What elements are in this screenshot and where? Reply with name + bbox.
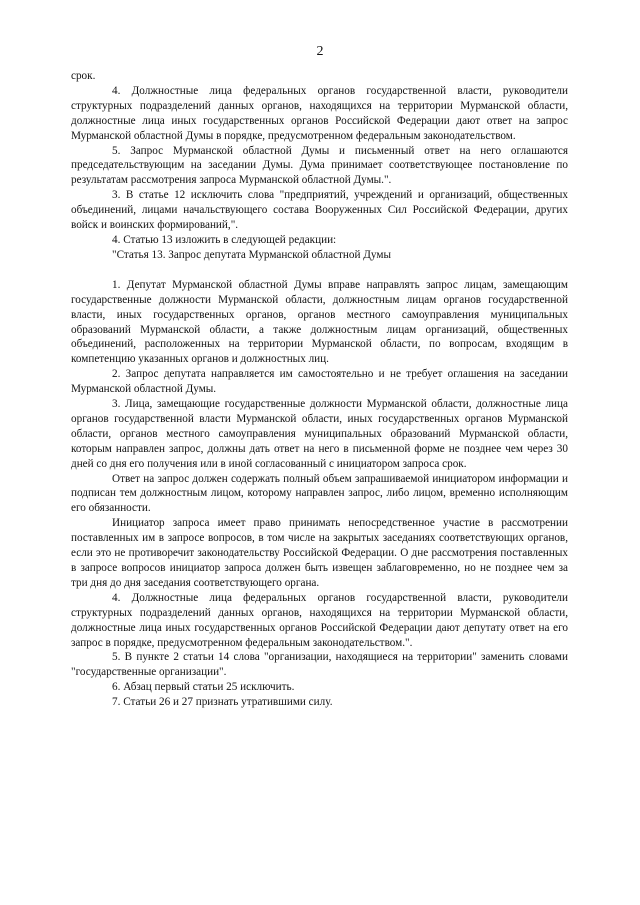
paragraph-article-13-item-1: 1. Депутат Мурманской областной Думы вправе направлять запрос лицам, замещающим государственные должности Мурманской области, должностным лицам органов государственной власти, иных государственных органов, органов местного самоуправления муниципальных образований Мурманской области, а также должностным лицам организаций, общественных объединений, расположенных на территории Мурманской области, по вопросам, входящим в компетенцию указанных органов и должностных лиц. [71, 278, 568, 366]
document-body [71, 69, 568, 710]
paragraph-amendment-3-article-12: 3. В статье 12 исключить слова "предприятий, учреждений и организаций, общественных объединений, лицами начальствующего состава Вооруженных Сил Российской Федерации, других войск и воинских формирований,". [71, 189, 568, 232]
paragraph-amendment-6-article-25: 6. Абзац первый статьи 25 исключить. [112, 681, 295, 694]
paragraph-item-5-duma-request: 5. Запрос Мурманской областной Думы и письменный ответ на него оглашаются председательствующим на заседании Думы. Дума принимает соответствующее постановление по результатам рассмотрения запроса Мурманской областной Думы.". [71, 144, 568, 187]
paragraph-continuation: срок. [71, 70, 96, 82]
paragraph-amendment-4-article-13: 4. Статью 13 изложить в следующей редакции: [112, 233, 337, 246]
paragraph-amendment-5-article-14: 5. В пункте 2 статьи 14 слова "организации, находящиеся на территории" заменить словами "государственные организации". [71, 651, 568, 679]
article-13-heading: "Статья 13. Запрос депутата Мурманской областной Думы [112, 248, 391, 261]
paragraph-initiator-rights: Инициатор запроса имеет право принимать непосредственное участие в рассмотрении поставленных им в запросе вопросов, в том числе на закрытых заседаниях соответствующих органов, если это не противоречит законодательству Российской Федерации. О дне рассмотрения поставленных в запросе вопросов инициатор запроса должен быть извещен заблаговременно, но не позднее чем за три дня до дня заседания соответствующего органа. [71, 517, 568, 589]
paragraph-answer-content: Ответ на запрос должен содержать полный объем запрашиваемой инициатором информации и подписан тем должностным лицом, которому направлен запрос, либо лицом, временно исполняющим его обязанности. [71, 472, 568, 515]
paragraph-article-13-item-2: 2. Запрос депутата направляется им самостоятельно и не требует оглашения на заседании Мурманской областной Думы. [71, 368, 568, 396]
page-number: 2 [316, 44, 324, 59]
paragraph-article-13-item-3: 3. Лица, замещающие государственные должности Мурманской области, должностные лица органов государственной власти Мурманской области, иных государственных органов Мурманской области, органов местного самоуправления муниципальных образований Мурманской области, которым направлен запрос, должны дать ответ на него в письменной форме не позднее чем через 30 дней со дня его получения или в иной согласованный с инициатором запроса срок. [71, 398, 568, 470]
paragraph-article-13-item-4: 4. Должностные лица федеральных органов государственной власти, руководители структурных подразделений данных органов, находящихся на территории Мурманской области, должностные лица иных государственных органов Российской Федерации дают депутату ответ на его запрос в порядке, предусмотренном федеральным законодательством.". [71, 591, 568, 649]
paragraph-item-4-federal-officials: 4. Должностные лица федеральных органов государственной власти, руководители структурных подразделений данных органов, находящихся на территории Мурманской области, должностные лица иных государственных органов Российской Федерации дают ответ на запрос Мурманской областной Думы в порядке, предусмотренном федеральным законодательством. [71, 84, 568, 142]
paragraph-amendment-7-articles-26-27: 7. Статьи 26 и 27 признать утратившими силу. [112, 696, 333, 709]
